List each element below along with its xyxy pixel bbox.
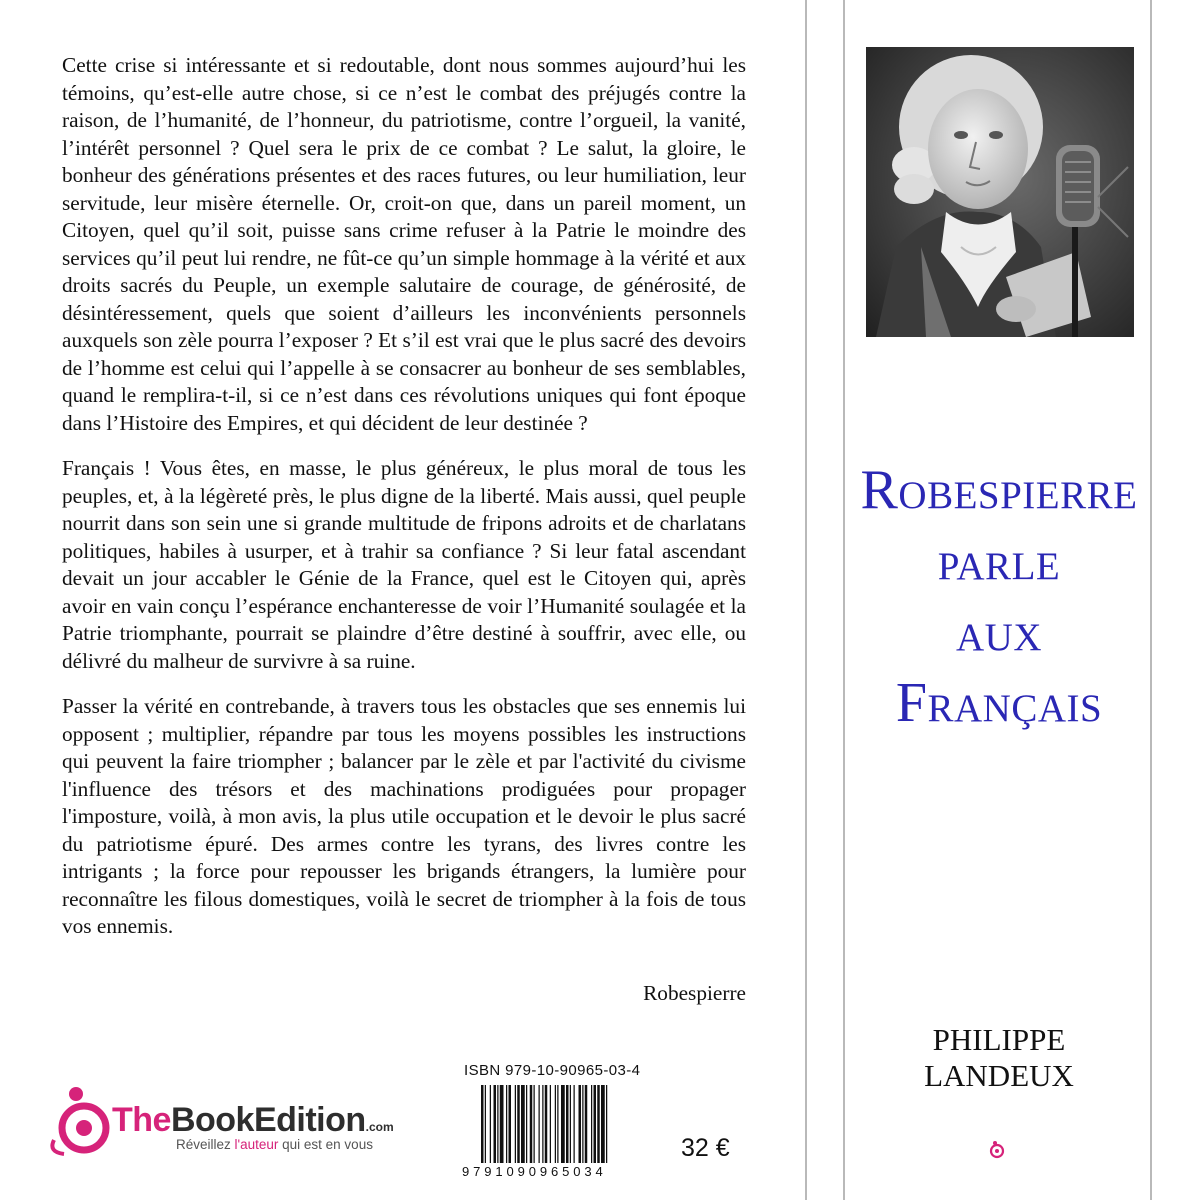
author-last-name: LANDEUX — [924, 1058, 1074, 1093]
title-line-4: Français — [895, 672, 1103, 734]
publisher-mark-icon — [987, 1140, 1007, 1160]
publisher-name-main: BookEdition — [170, 1101, 366, 1139]
barcode-digits: 9791090965034 — [462, 1164, 607, 1179]
tagline-end: qui est en vous — [278, 1137, 373, 1152]
publisher-name-prefix: The — [112, 1101, 171, 1139]
robespierre-portrait-icon — [866, 47, 1134, 337]
thebookedition-logo-icon — [46, 1082, 121, 1162]
isbn-label: ISBN 979-10-90965-03-4 — [464, 1062, 641, 1079]
book-title — [850, 455, 1148, 739]
tagline-start: Réveillez — [176, 1137, 235, 1152]
title-line-3: aux — [956, 601, 1042, 663]
publisher-tagline — [176, 1137, 373, 1152]
author-name — [850, 1022, 1148, 1094]
publisher-name — [112, 1101, 394, 1140]
price-label: 32 € — [681, 1134, 730, 1162]
signature: Robespierre — [643, 981, 746, 1005]
publisher-name-suffix: .com — [365, 1120, 394, 1134]
barcode-icon — [481, 1085, 641, 1163]
spine-line-right — [843, 0, 845, 1200]
title-line-2: parle — [937, 530, 1061, 592]
author-first-name: PHILIPPE — [932, 1022, 1066, 1057]
title-line-1: Robespierre — [860, 459, 1138, 521]
tagline-highlight: l'auteur — [234, 1137, 279, 1152]
paragraph-1: Cette crise si intéressante et si redoutable, dont nous sommes aujourd’hui les témoins, qu’est-elle autre chose, si ce n’est le combat des préjugés contre la raison, de l’humanité, de l’honneur, du patriotisme, contre l’orgueil, la vanité, l’intérêt personnel ? Quel sera le prix de ce combat ? Le salut, la gloire, le bonheur des générations présentes et des races futures, ou leur humiliation, leur servitude, leur misère éternelle. Or, croit-on que, dans un pareil moment, un Citoyen, quel qu’il soit, puisse sans crime refuser à la Patrie le moindre des services qu’il peut lui rendre, ne fût-ce qu’un simple hommage à la vérité et aux droits sacrés du Peuple, un exemple salutaire de courage, de générosité, de désintéressement, quels que soient d’ailleurs les inconvénients personnels auxquels son zèle pourra l’exposer ? Et s’il est vrai que le plus sacré des devoirs de l’homme est celui qui l’appelle à se consacrer au bonheur de ses semblables, quand le remplira-t-il, si ce n’est dans ces révolutions uniques qui font époque dans l’Histoire des Empires, et qui décident de leur destinée ? — [62, 53, 746, 435]
paragraph-3: Passer la vérité en contrebande, à travers tous les obstacles que ses ennemis lui opposent ; multiplier, répandre par tous les moyens possibles les instructions qui peuvent la faire triompher ; balancer par le zèle et par l'activité du civisme l'influence des trésors et des machinations prodiguées pour propager l'imposture, voilà, à mon avis, la plus utile occupation et le devoir le plus sacré du patriotisme épuré. Des armes contre les tyrans, des livres contre les intrigants ; la force pour repousser les brigands étrangers, la lumière pour reconnaître les filous domestiques, voilà le secret de triompher à la fois de tous vos ennemis. — [62, 694, 746, 938]
back-cover-text — [62, 52, 746, 959]
spine-line-left — [805, 0, 807, 1200]
portrait-image — [866, 47, 1134, 337]
paragraph-2: Français ! Vous êtes, en masse, le plus généreux, le plus moral de tous les peuples, et, à la légèreté près, le plus digne de la liberté. Mais aussi, quel peuple nourrit dans son sein une si grande multitude de fripons adroits et de charlatans politiques, habiles à usurper, et à trahir sa confiance ? Si leur fatal ascendant devait un jour accabler le Génie de la France, quel est le Citoyen qui, après avoir en vain conçu l’espérance enchanteresse de voir l’Humanité soulagée et la Patrie triomphante, pourrait se plaindre d’être destiné à souffrir, avec elle, ou délivré du malheur de survivre à sa ruine. — [62, 456, 746, 673]
cover-edge-line — [1150, 0, 1152, 1200]
